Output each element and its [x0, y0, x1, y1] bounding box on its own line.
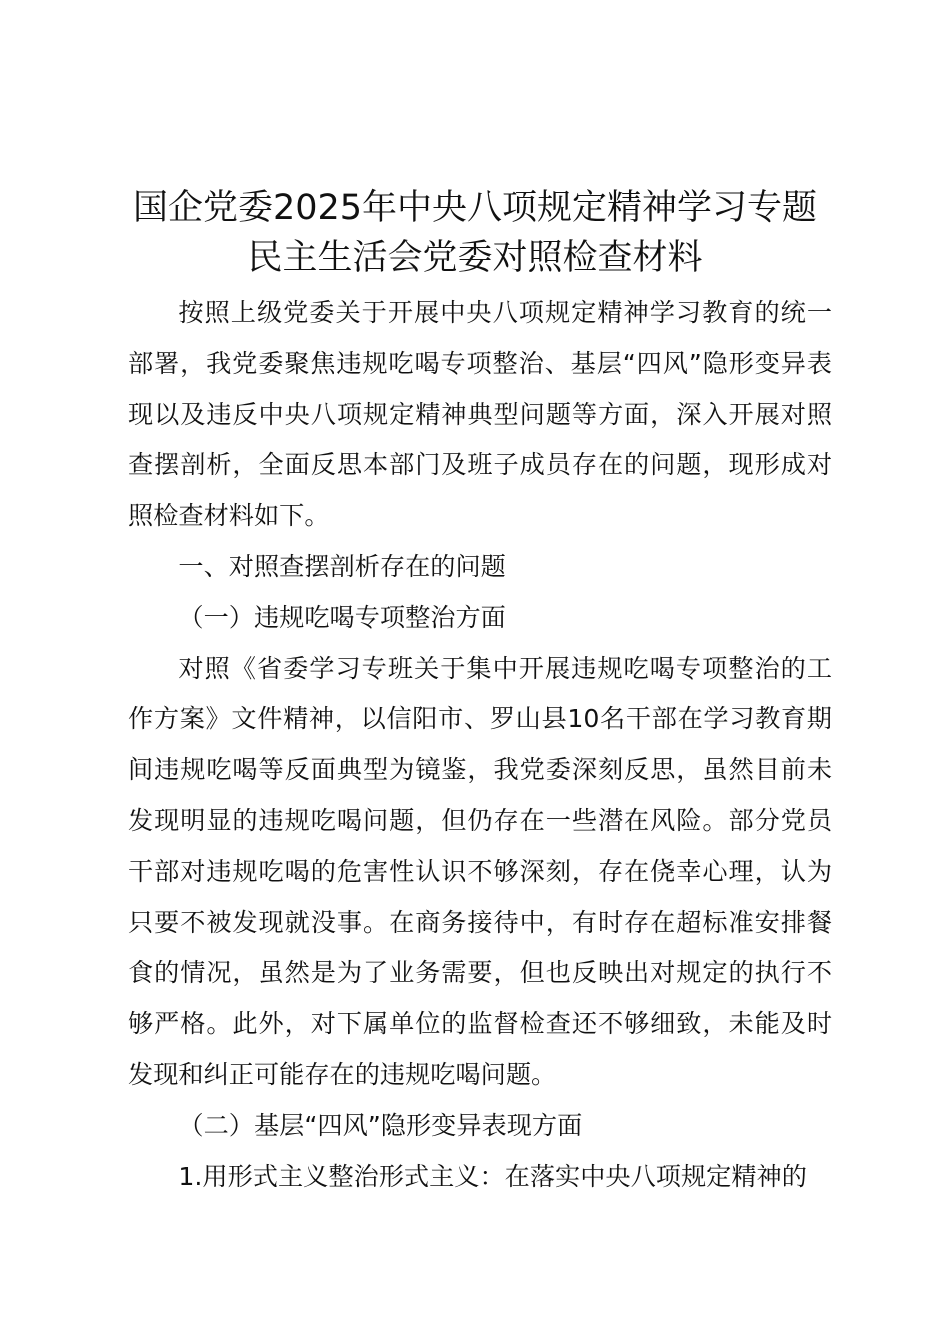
subsection-heading-2: （二）基层“四风”隐形变异表现方面 — [178, 1110, 583, 1140]
section-heading-1: 一、对照查摆剖析存在的问题 — [178, 551, 506, 581]
document-title-line1: 国企党委2025年中央八项规定精神学习专题 — [132, 188, 818, 228]
item-1-paragraph: 1.用形式主义整治形式主义：在落实中央八项规定精神的 — [178, 1161, 807, 1191]
document-body — [128, 288, 832, 1202]
document-title-line2: 民主生活会党委对照检查材料 — [247, 238, 703, 278]
intro-paragraph: 按照上级党委关于开展中央八项规定精神学习教育的统一部署，我党委聚焦违规吃喝专项整治、基层“四风”隐形变异表现以及违反中央八项规定精神典型问题等方面，深入开展对照查摆剖析，全面反思本部门及班子成员存在的问题，现形成对照检查材料如下。 — [128, 298, 832, 531]
subsection-1-paragraph: 对照《省委学习专班关于集中开展违规吃喝专项整治的工作方案》文件精神，以信阳市、罗山县10名干部在学习教育期间违规吃喝等反面典型为镜鉴，我党委深刻反思，虽然目前未发现明显的违规吃喝问题，但仍存在一些潜在风险。部分党员干部对违规吃喝的危害性认识不够深刻，存在侥幸心理，认为只要不被发现就没事。在商务接待中，有时存在超标准安排餐食的情况，虽然是为了业务需要，但也反映出对规定的执行不够严格。此外，对下属单位的监督检查还不够细致，未能及时发现和纠正可能存在的违规吃喝问题。 — [128, 653, 832, 1089]
subsection-heading-1: （一）违规吃喝专项整治方面 — [178, 602, 506, 632]
